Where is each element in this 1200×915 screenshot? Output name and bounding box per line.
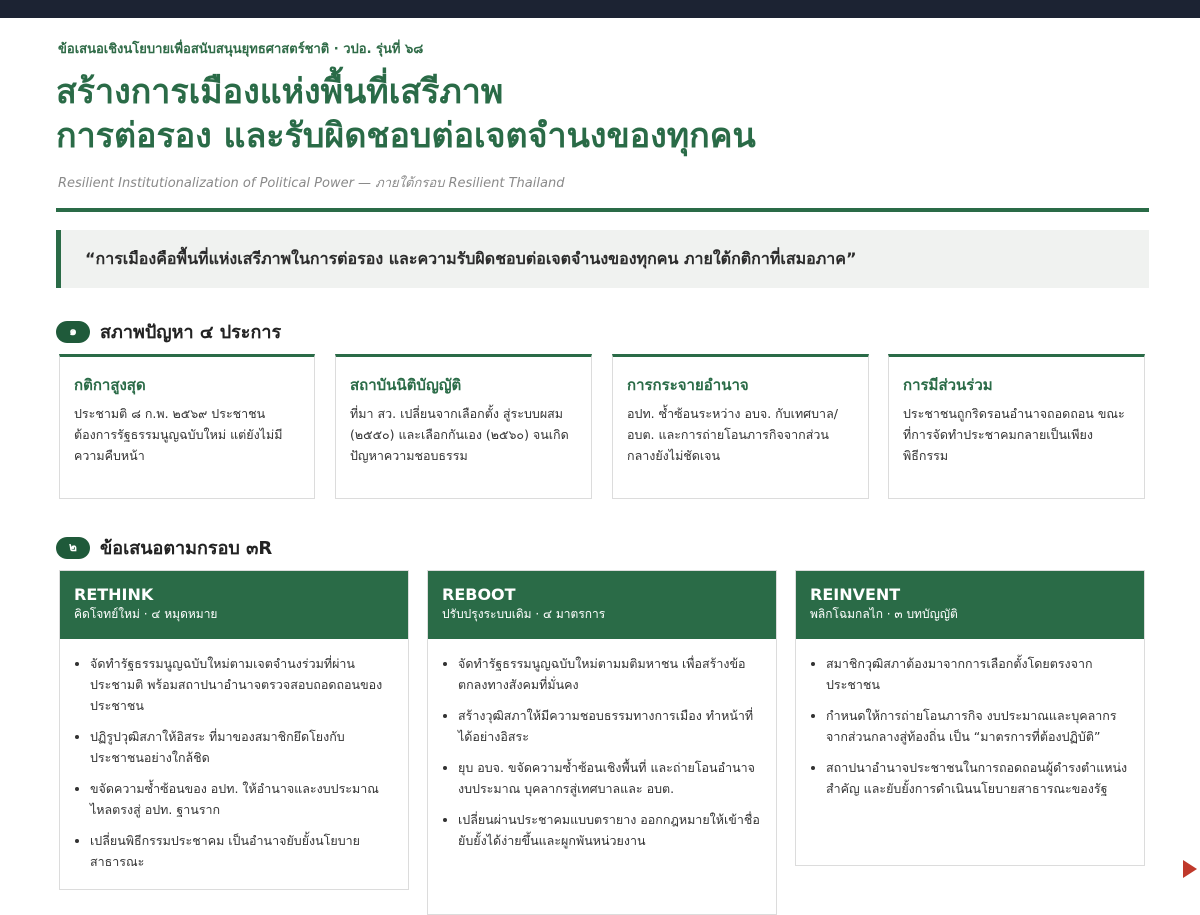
list-item: • จัดทำรัฐธรรมนูญฉบับใหม่ตามเจตจำนงร่วมที่ผ่านประชามติ พร้อมสถาปนาอำนาจตรวจสอบถอดถอนของประชาชน <box>90 653 394 716</box>
proposal-card-subtitle: ปรับปรุงระบบเดิม · ๔ มาตรการ <box>442 607 606 621</box>
list-item: • เปลี่ยนผ่านประชาคมแบบตรายาง ออกกฎหมายให้เข้าชื่อยับยั้งได้ง่ายขึ้นและผูกพันหน่วยงาน <box>458 809 762 851</box>
proposal-card-subtitle: คิดโจทย์ใหม่ · ๔ หมุดหมาย <box>74 607 218 621</box>
proposal-list <box>428 639 776 871</box>
list-item: • ขจัดความซ้ำซ้อนของ อปท. ให้อำนาจและงบประมาณไหลตรงสู่ อปท. ฐานราก <box>90 778 394 820</box>
list-item: • สมาชิกวุฒิสภาต้องมาจากการเลือกตั้งโดยตรงจากประชาชน <box>826 653 1130 695</box>
problem-card-body: ประชาชนถูกริดรอนอำนาจถอดถอน ขณะที่การจัดทำประชาคมกลายเป็นเพียงพิธีกรรม <box>903 406 1125 463</box>
problem-card-body: ที่มา สว. เปลี่ยนจากเลือกตั้ง สู่ระบบผสม (๒๕๕๐) และเลือกกันเอง (๒๕๖๐) จนเกิดปัญหาความชอบธรรม <box>350 406 569 463</box>
section-2-title: ข้อเสนอตามกรอบ ๓R <box>100 538 273 559</box>
list-item: • เปลี่ยนพิธีกรรมประชาคม เป็นอำนาจยับยั้งนโยบายสาธารณะ <box>90 830 394 872</box>
play-arrow-icon[interactable] <box>1183 860 1197 878</box>
list-item: • สร้างวุฒิสภาให้มีความชอบธรรมทางการเมือง ทำหน้าที่ได้อย่างอิสระ <box>458 705 762 747</box>
eyebrow-text: ข้อเสนอเชิงนโยบายเพื่อสนับสนุนยุทธศาสตร์ชาติ · วปอ. รุ่นที่ ๖๘ <box>58 42 424 57</box>
proposal-card-subtitle: พลิกโฉมกลไก · ๓ บทบัญญัติ <box>810 607 958 621</box>
proposal-list <box>796 639 1144 819</box>
problem-card-title: การกระจายอำนาจ <box>627 376 749 394</box>
problem-card-title: กติกาสูงสุด <box>74 376 146 394</box>
list-item: • ยุบ อบจ. ขจัดความซ้ำซ้อนเชิงพื้นที่ และถ่ายโอนอำนาจ งบประมาณ บุคลากรสู่เทศบาลและ อบต. <box>458 757 762 799</box>
proposal-card-header <box>796 571 1144 639</box>
list-item: • สถาปนาอำนาจประชาชนในการถอดถอนผู้ดำรงตำแหน่งสำคัญ และยับยั้งการดำเนินนโยบายสาธารณะของรัฐ <box>826 757 1130 799</box>
proposal-card-rethink <box>59 570 409 890</box>
problem-card-body: ประชามติ ๘ ก.พ. ๒๕๖๙ ประชาชนต้องการรัฐธรรมนูญฉบับใหม่ แต่ยังไม่มีความคืบหน้า <box>74 406 283 463</box>
section-1-title: สภาพปัญหา ๔ ประการ <box>100 322 282 343</box>
title-divider <box>56 208 1149 212</box>
problem-card-title: การมีส่วนร่วม <box>903 376 993 394</box>
list-item: • จัดทำรัฐธรรมนูญฉบับใหม่ตามมติมหาชน เพื่อสร้างข้อตกลงทางสังคมที่มั่นคง <box>458 653 762 695</box>
problem-card-participation <box>888 354 1145 499</box>
proposal-list <box>60 639 408 892</box>
proposal-card-name: RETHINK <box>74 585 154 604</box>
section-2-heading <box>56 533 272 562</box>
quote-text: “การเมืองคือพื้นที่แห่งเสรีภาพในการต่อรอง และความรับผิดชอบต่อเจตจำนงของทุกคน ภายใต้กติกาที่เสมอภาค” <box>85 248 857 268</box>
proposal-card-reboot <box>427 570 777 915</box>
proposal-card-header <box>428 571 776 639</box>
problem-card-decentralization <box>612 354 869 499</box>
proposal-card-reinvent <box>795 570 1145 866</box>
proposal-card-name: REBOOT <box>442 585 516 604</box>
problem-card-body: อปท. ซ้ำซ้อนระหว่าง อบจ. กับเทศบาล/อบต. และการถ่ายโอนภารกิจจากส่วนกลางยังไม่ชัดเจน <box>627 406 838 463</box>
problem-card-supreme-rules <box>59 354 315 499</box>
section-1-number-badge: ๑ <box>56 321 90 343</box>
page-title <box>56 70 1056 158</box>
list-item: • ปฏิรูปวุฒิสภาให้อิสระ ที่มาของสมาชิกยึดโยงกับประชาชนอย่างใกล้ชิด <box>90 726 394 768</box>
title-line-2: การต่อรอง และรับผิดชอบต่อเจตจำนงของทุกคน <box>56 116 756 156</box>
window-top-bar <box>0 0 1200 18</box>
problem-card-legislature <box>335 354 592 499</box>
document-page <box>0 18 1200 911</box>
title-line-1: สร้างการเมืองแห่งพื้นที่เสรีภาพ <box>56 72 504 112</box>
key-quote <box>56 230 1149 288</box>
list-item: • กำหนดให้การถ่ายโอนภารกิจ งบประมาณและบุคลากรจากส่วนกลางสู่ท้องถิ่น เป็น “มาตรการที่ต้องปฏิบัติ” <box>826 705 1130 747</box>
proposal-card-name: REINVENT <box>810 585 901 604</box>
section-1-heading <box>56 317 281 346</box>
problem-card-title: สถาบันนิติบัญญัติ <box>350 376 462 394</box>
section-2-number-badge: ๒ <box>56 537 90 559</box>
page-subtitle: Resilient Institutionalization of Political Power — ภายใต้กรอบ Resilient Thailand <box>58 176 565 191</box>
proposal-card-header <box>60 571 408 639</box>
